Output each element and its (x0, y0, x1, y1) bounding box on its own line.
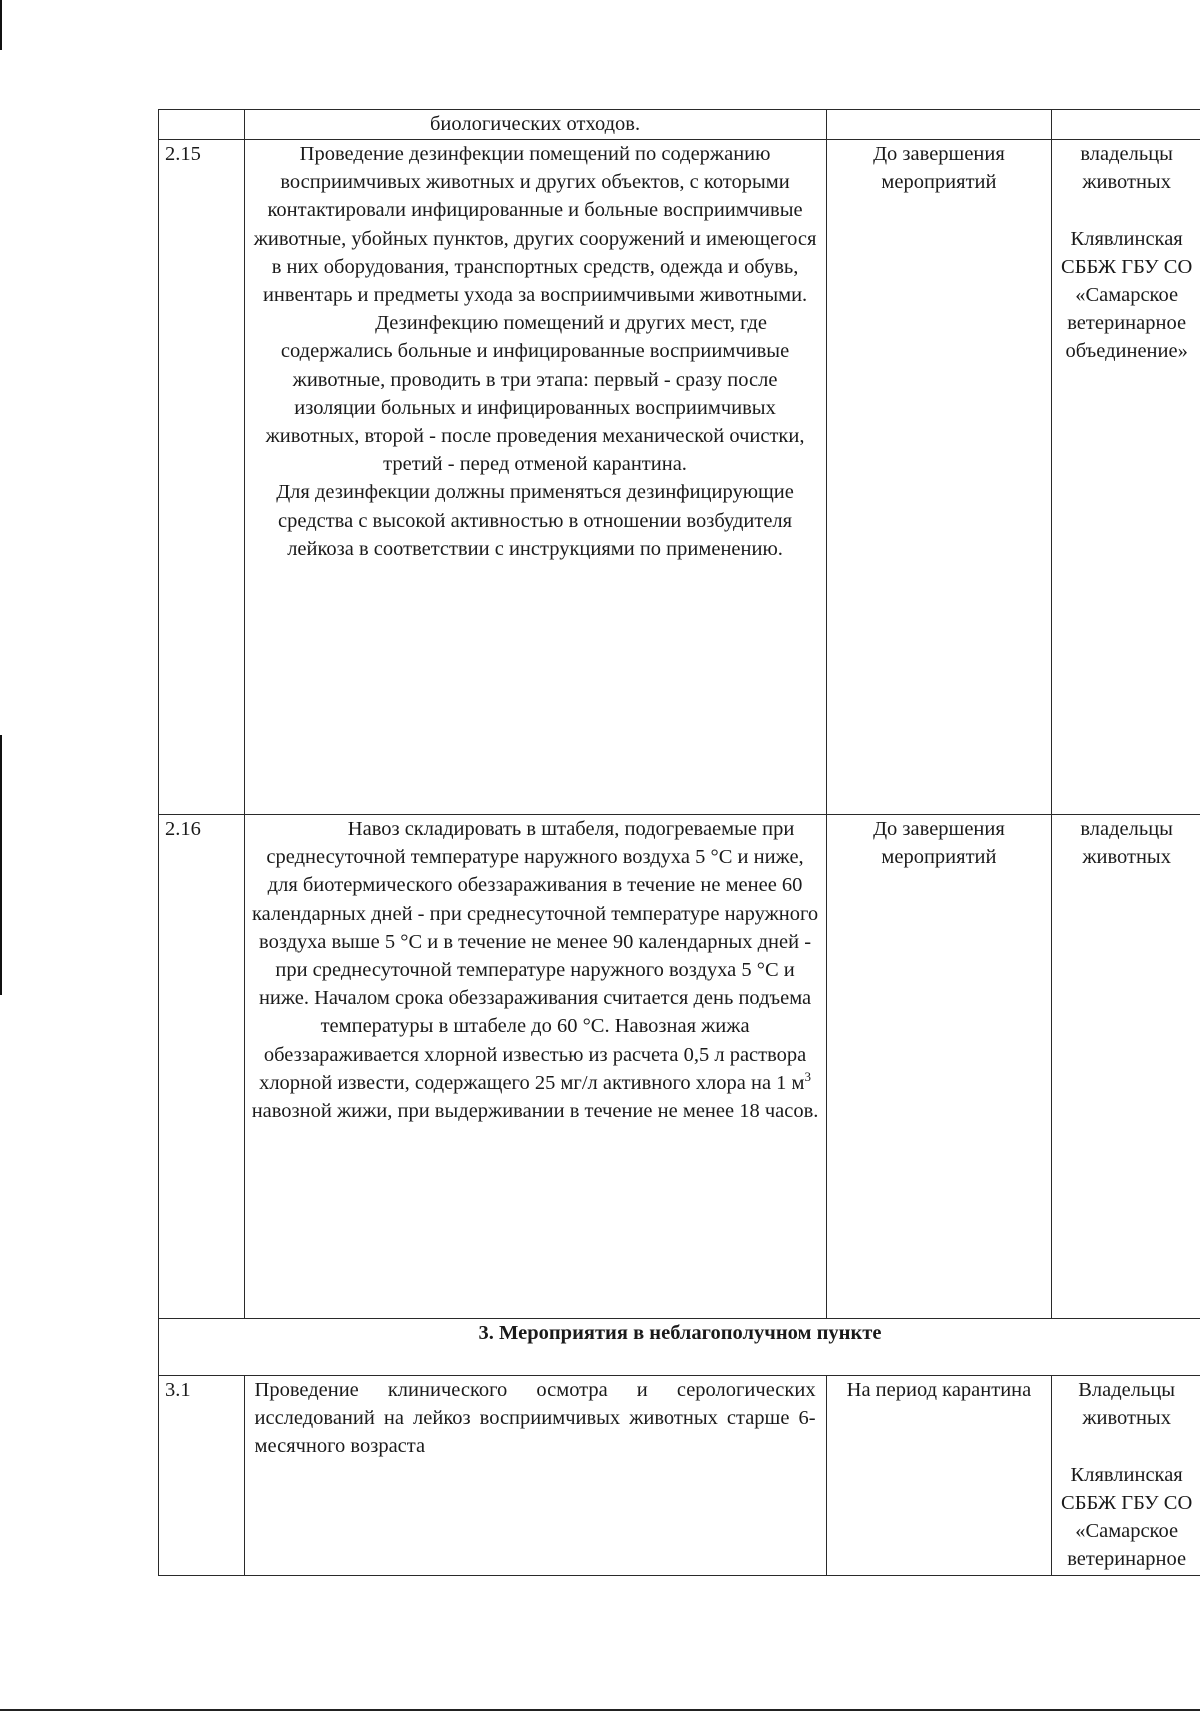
scan-edge-mark-bottom (0, 1709, 1200, 1711)
action-cell (244, 1376, 826, 1576)
section-header-row (159, 1319, 1200, 1376)
term-cell (826, 815, 1052, 1319)
scan-edge-mark-middle (0, 735, 2, 995)
action-paragraph: Проведение дезинфекции помещений по содержанию восприимчивых животных и других объектов, с которыми контактировали инфицированные и больные восприимчивые животные, убойных пунктов, других сооружений и имеющегося в них оборудования, транспортных средств, одежда и обувь, инвентарь и предметы ухода за восприимчивыми животными. (253, 143, 817, 307)
measures-table (158, 109, 1200, 1576)
row-number-cell (159, 140, 245, 815)
action-paragraph: навозной жижи, при выдерживании в течение не менее 18 часов. (251, 1100, 819, 1123)
action-paragraph: Проведение клинического осмотра и серологических исследований на лейкоз восприимчивых животных старше 6-месячного возраста (254, 1379, 816, 1458)
term-cell (826, 1376, 1052, 1576)
table-row (159, 110, 1200, 140)
term-text: На период карантина (846, 1379, 1032, 1401)
responsible-cell (1052, 110, 1200, 140)
action-text: биологических отходов. (429, 113, 641, 135)
action-cell (244, 815, 826, 1319)
responsible-owners: владельцы животных (1080, 818, 1173, 869)
superscript: 3 (804, 1069, 812, 1084)
action-paragraph: Навоз складировать в штабеля, подогреваемые при среднесуточной температуре наружного воздуха 5 °С и ниже, для биотермического обеззараживания в течение не менее 60 календарных дней - при среднесуточной температуре наружного воздуха выше 5 °С и в течение не менее 90 календарных дней - при среднесуточной температуре наружного воздуха 5 °С и ниже. Началом срока обеззараживания считается день подъема температуры в штабеле до 60 °С. Навозная жижа обеззараживается хлорной известью из расчета 0,5 л раствора хлорной извести, содержащего 25 мг/л активного хлора на 1 м (251, 818, 819, 1094)
row-number: 3.1 (165, 1379, 191, 1401)
scan-edge-mark-top (0, 0, 2, 50)
term-text: До завершения мероприятий (873, 143, 1005, 194)
term-text: До завершения мероприятий (873, 818, 1005, 869)
action-cell (244, 110, 826, 140)
responsible-cell (1052, 1376, 1200, 1576)
responsible-owners: владельцы животных (1080, 143, 1173, 194)
term-cell (826, 140, 1052, 815)
action-paragraph: Дезинфекцию помещений и других мест, где содержались больные и инфицированные восприимчивые животные, проводить в три этапа: первый - сразу после изоляции больных и инфицированных восприимчивых животных, второй - после проведения механической очистки, третий - перед отменой карантина. (265, 312, 805, 476)
row-number: 2.15 (165, 143, 201, 165)
row-number-cell (159, 1376, 245, 1576)
responsible-owners: Владельцы животных (1078, 1379, 1176, 1430)
action-cell (244, 140, 826, 815)
row-number-cell (159, 110, 245, 140)
responsible-vet-service: Клявлинская СББЖ ГБУ СО «Самарское ветеринарное объединение» (1061, 227, 1193, 363)
table-row (159, 815, 1200, 1319)
table-row (159, 140, 1200, 815)
responsible-vet-service: Клявлинская СББЖ ГБУ СО «Самарское ветеринарное (1061, 1463, 1193, 1571)
responsible-cell (1052, 815, 1200, 1319)
row-number-cell (159, 815, 245, 1319)
row-number: 2.16 (165, 818, 201, 840)
responsible-cell (1052, 140, 1200, 815)
section-header-cell (159, 1319, 1200, 1376)
table-row (159, 1376, 1200, 1576)
action-paragraph: Для дезинфекции должны применяться дезинфицирующие средства с высокой активностью в отношении возбудителя лейкоза в соответствии с инструкциями по применению. (276, 481, 794, 560)
term-cell (826, 110, 1052, 140)
section-title: 3. Мероприятия в неблагополучном пункте (478, 1322, 882, 1344)
